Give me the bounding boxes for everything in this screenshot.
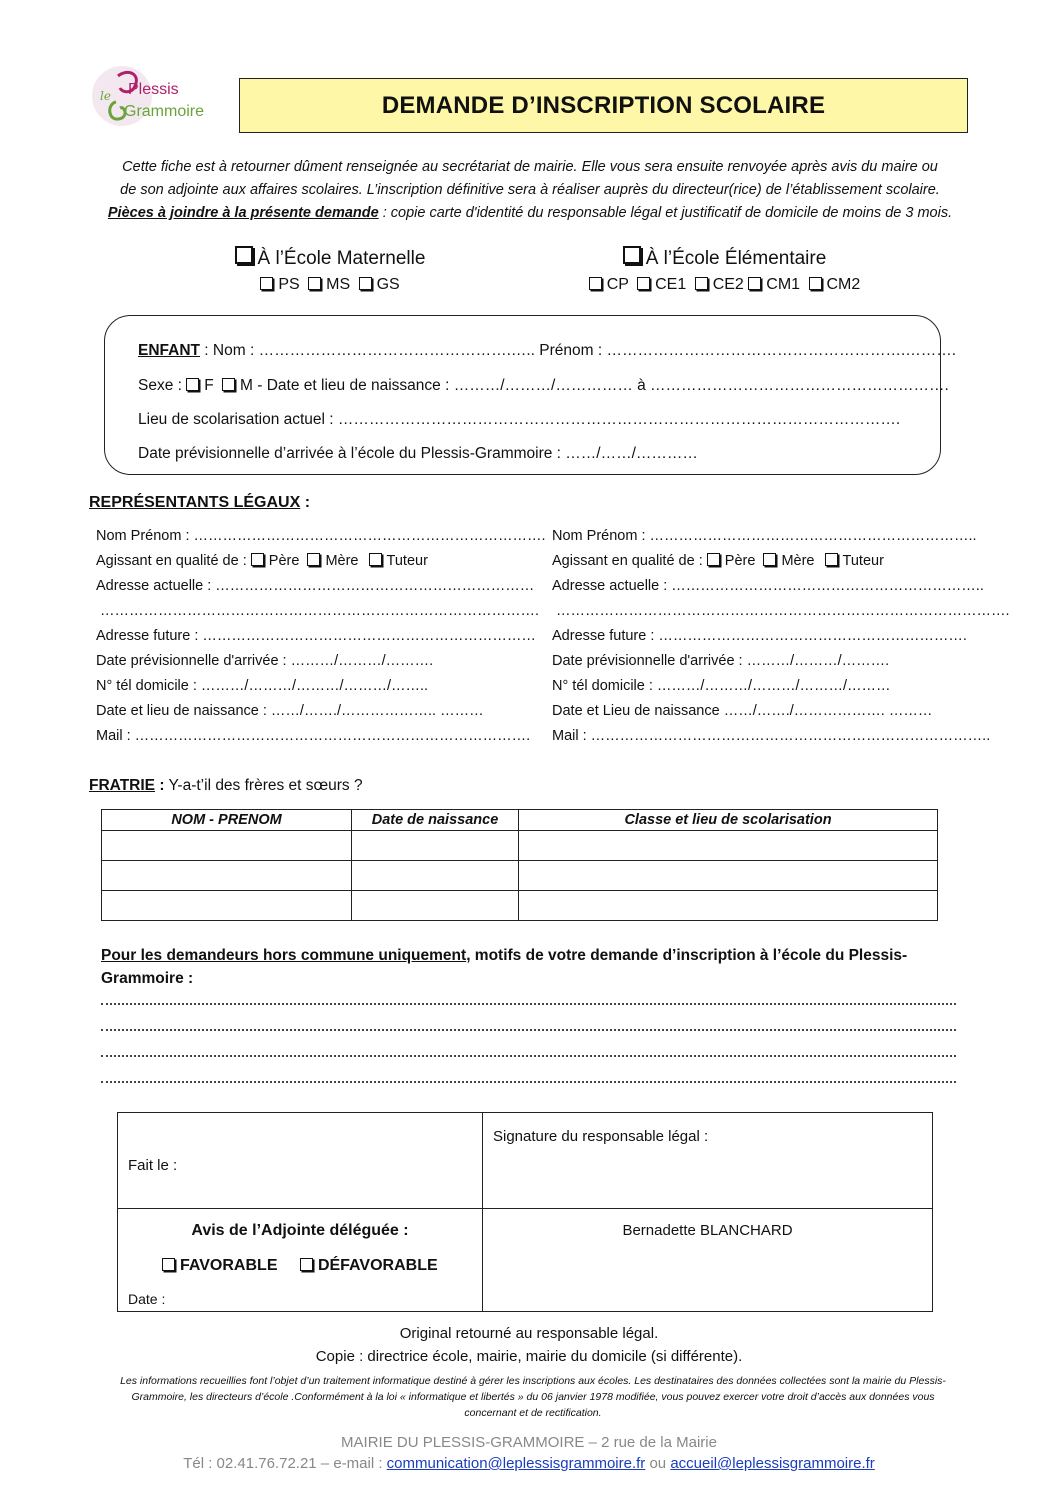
rep1-checkbox-tuteur[interactable] [369, 553, 382, 566]
footer-address: MAIRIE DU PLESSIS-GRAMMOIRE – 2 rue de la Mairie [341, 1434, 717, 1451]
privacy-note [88, 1373, 978, 1421]
label-maternelle: À l’École Maternelle [257, 248, 426, 269]
rep1-phone-field[interactable]: N° tél domicile : ………/………/………/………/…….. [96, 678, 429, 694]
table-row [102, 831, 938, 861]
representant-2 [552, 524, 1010, 749]
email-link-accueil[interactable]: accueil@leplessisgrammoire.fr [670, 1455, 875, 1472]
rep2-checkbox-tuteur[interactable] [825, 553, 838, 566]
intro-line-1: Cette fiche est à retourner dûment renseignée au secrétariat de mairie. Elle vous sera ensuite renvoyée après avis du maire ou [122, 159, 938, 175]
level-ms: MS [326, 276, 351, 293]
hors-commune-heading [101, 944, 971, 990]
representant-1 [96, 524, 546, 749]
table-cell[interactable] [102, 831, 352, 861]
col-nom-prenom: NOM - PRENOM [102, 810, 352, 831]
table-cell[interactable] [519, 861, 938, 891]
intro-line-3 [60, 202, 1000, 225]
checkbox-sex-f[interactable] [186, 378, 199, 391]
checkbox-ce1[interactable] [637, 277, 650, 290]
fratrie-colon: : [155, 777, 165, 794]
rep2-address-line2[interactable]: …………………………………………………………………………………. [556, 603, 1010, 619]
rep1-address-line2[interactable]: ………………………………………………………………………………. [100, 603, 540, 619]
checkbox-ce2[interactable] [695, 277, 708, 290]
child-info-box [104, 315, 957, 475]
checkbox-cp[interactable] [589, 277, 602, 290]
sex-m-label: M [240, 377, 253, 394]
rep1-address-field[interactable]: Adresse actuelle : ………………………………………………………… [96, 578, 535, 594]
rep1-arrival-field[interactable]: Date prévisionnelle d'arrivée : ………/………/………. [96, 653, 434, 669]
sex-label: Sexe : [138, 377, 187, 394]
level-ce1: CE1 [655, 276, 687, 293]
checkbox-cm1[interactable] [748, 277, 761, 290]
rep2-qualite [552, 549, 1010, 574]
rep1-checkbox-mere[interactable] [307, 553, 320, 566]
rep2-mere-label: Mère [781, 553, 815, 569]
table-cell[interactable] [352, 891, 519, 921]
table-cell[interactable] [352, 861, 519, 891]
table-cell[interactable] [102, 861, 352, 891]
retour-line-1: Original retourné au responsable légal. [399, 1325, 659, 1342]
rep1-future-address-field[interactable]: Adresse future : …………………………………………………………… [96, 628, 536, 644]
pieces-text: : copie carte d'identité du responsable légal et justificatif de domicile de moins de 3 mois. [378, 205, 953, 221]
child-name-line[interactable] [138, 342, 956, 360]
child-arrival-line[interactable]: Date prévisionnelle d’arrivée à l’école du Plessis-Grammoire : ……/……/………… [138, 445, 698, 462]
signature-cell[interactable] [483, 1113, 933, 1209]
fait-le-label: Fait le : [128, 1157, 178, 1174]
intro-text [60, 156, 1000, 225]
motif-line-2[interactable] [101, 1027, 956, 1031]
avis-label: Avis de l’Adjointe déléguée : [191, 1222, 409, 1239]
checkbox-defavorable[interactable] [300, 1258, 313, 1271]
child-sex-line [138, 377, 949, 395]
checkbox-maternelle[interactable] [235, 246, 253, 264]
footer-ou: ou [645, 1455, 671, 1472]
school-elementaire [562, 246, 887, 294]
table-row [102, 861, 938, 891]
fratrie-label: FRATRIE [89, 777, 156, 794]
favorable-label: FAVORABLE [180, 1257, 278, 1274]
footer [0, 1432, 1058, 1474]
svg-text:Grammoire: Grammoire [124, 103, 205, 120]
rep2-checkbox-mere[interactable] [763, 553, 776, 566]
table-cell[interactable] [352, 831, 519, 861]
rep2-pere-label: Père [724, 553, 756, 569]
fratrie-question: Y-a-t’il des frères et sœurs ? [164, 777, 363, 794]
child-school-line[interactable]: Lieu de scolarisation actuel : ………………………………………………………………………………………………. [138, 411, 901, 428]
fratrie-table [101, 809, 938, 921]
pieces-label: Pièces à joindre à la présente demande [107, 205, 379, 221]
checkbox-ps[interactable] [260, 277, 273, 290]
motif-line-4[interactable] [101, 1079, 956, 1083]
svg-text:le: le [100, 89, 111, 103]
level-cp: CP [606, 276, 629, 293]
motif-line-3[interactable] [101, 1053, 956, 1057]
signature-table [117, 1112, 933, 1312]
rep1-birth-field[interactable]: Date et lieu de naissance : ……/……./……………….. ……… [96, 703, 484, 719]
fait-le-cell[interactable] [118, 1113, 483, 1209]
rep2-birth-field[interactable]: Date et Lieu de naissance ……/……./………………. ……… [552, 703, 933, 719]
footer-tel: Tél : 02.41.76.72.21 – e-mail : [183, 1455, 387, 1472]
representants-colon: : [300, 494, 311, 511]
title-box [239, 78, 968, 133]
svg-text:Plessis: Plessis [128, 81, 179, 98]
rep2-tuteur-label: Tuteur [842, 553, 884, 569]
date-label: Date : [128, 1291, 166, 1307]
hors-commune-underlined: Pour les demandeurs hors commune uniquement [101, 947, 467, 964]
email-link-communication[interactable]: communication@leplessisgrammoire.fr [386, 1455, 646, 1472]
school-maternelle [180, 246, 480, 294]
rep1-pere-label: Père [268, 553, 300, 569]
checkbox-sex-m[interactable] [222, 378, 235, 391]
retour-line-2: Copie : directrice école, mairie, mairie du domicile (si différente). [315, 1348, 743, 1365]
child-label: ENFANT [138, 342, 200, 359]
representants-title: REPRÉSENTANTS LÉGAUX [89, 494, 301, 511]
table-cell[interactable] [519, 891, 938, 921]
adjointe-name: Bernadette BLANCHARD [622, 1222, 793, 1239]
privacy-line-1: Les informations recueillies font l’objet d’un traitement informatique destiné à gérer les inscriptions aux écoles. Les destinataires des données collectées sont la mairie du Plessis- [120, 1375, 946, 1387]
fratrie-heading [89, 777, 363, 795]
rep2-mail-field[interactable]: Mail : ……………………………………………………………………….. [552, 728, 991, 744]
col-date-naissance: Date de naissance [352, 810, 519, 831]
avis-cell [118, 1209, 483, 1312]
rep1-mere-label: Mère [325, 553, 359, 569]
fratrie-header-row [102, 810, 938, 831]
level-cm1: CM1 [766, 276, 801, 293]
rep2-future-address-field[interactable]: Adresse future : ………………………………………………………. [552, 628, 967, 644]
intro-line-2: de son adjointe aux affaires scolaires. L’inscription définitive sera à réaliser auprès du directeur(rice) de l’établissement scolaire. [120, 182, 940, 198]
level-cm2: CM2 [826, 276, 861, 293]
avis-options [162, 1257, 438, 1275]
logo-plessis-grammoire [84, 58, 218, 138]
rep2-qualite-label: Agissant en qualité de : [552, 553, 707, 569]
checkbox-favorable[interactable] [162, 1258, 175, 1271]
table-cell[interactable] [519, 831, 938, 861]
rep1-qualite [96, 549, 546, 574]
rep2-arrival-field[interactable]: Date prévisionnelle d'arrivée : ………/………/………. [552, 653, 890, 669]
level-ce2: CE2 [712, 276, 744, 293]
rep1-checkbox-pere[interactable] [251, 553, 264, 566]
child-name-field: : Nom : ………………………………………….….. Prénom : ………………………………………………….………. [200, 342, 957, 359]
privacy-line-3: concernant et de rectification. [464, 1407, 602, 1419]
rep1-tuteur-label: Tuteur [386, 553, 428, 569]
level-gs: GS [376, 276, 400, 293]
adjointe-cell [483, 1209, 933, 1312]
rep1-mail-field[interactable]: Mail : ………………………………………………………………………. [96, 728, 531, 744]
table-cell[interactable] [102, 891, 352, 921]
page-title: DEMANDE D’INSCRIPTION SCOLAIRE [381, 91, 826, 119]
checkbox-cm2[interactable] [809, 277, 822, 290]
table-row [102, 891, 938, 921]
col-classe-lieu: Classe et lieu de scolarisation [519, 810, 938, 831]
rep2-address-field[interactable]: Adresse actuelle : ……………………………………………………….. [552, 578, 984, 594]
checkbox-gs[interactable] [359, 277, 372, 290]
footer-contact [0, 1453, 1058, 1474]
signature-label: Signature du responsable légal : [493, 1128, 709, 1145]
rep1-qualite-label: Agissant en qualité de : [96, 553, 251, 569]
rep2-name-field[interactable]: Nom Prénom : ………………………………………………………….. [552, 528, 977, 544]
hors-commune-line2: Grammoire : [101, 970, 194, 987]
representants-heading [89, 494, 310, 512]
privacy-line-2: Grammoire, les directeurs d’école .Conformément à la loi « informatique et libertés » du 06 janvier 1978 modifiée, vous pouvez exercer votre droit d’accès aux données vous [131, 1391, 935, 1403]
rep1-name-field[interactable]: Nom Prénom : ………………………………………………………………. [96, 528, 546, 544]
checkbox-elementaire[interactable] [623, 246, 641, 264]
sex-f-label: F [204, 377, 214, 394]
defavorable-label: DÉFAVORABLE [317, 1257, 438, 1274]
motif-line-1[interactable] [101, 1001, 956, 1005]
label-elementaire: À l’École Élémentaire [645, 248, 827, 269]
checkbox-ms[interactable] [308, 277, 321, 290]
child-birth-field[interactable]: - Date et lieu de naissance : ………/………/…………… à …………………………………………………. [252, 377, 949, 394]
hors-commune-rest: , motifs de votre demande d’inscription à l’école du Plessis- [466, 947, 908, 964]
rep2-phone-field[interactable]: N° tél domicile : ………/………/………/………/……… [552, 678, 891, 694]
rep2-checkbox-pere[interactable] [707, 553, 720, 566]
retour-text [0, 1322, 1058, 1368]
level-ps: PS [278, 276, 300, 293]
